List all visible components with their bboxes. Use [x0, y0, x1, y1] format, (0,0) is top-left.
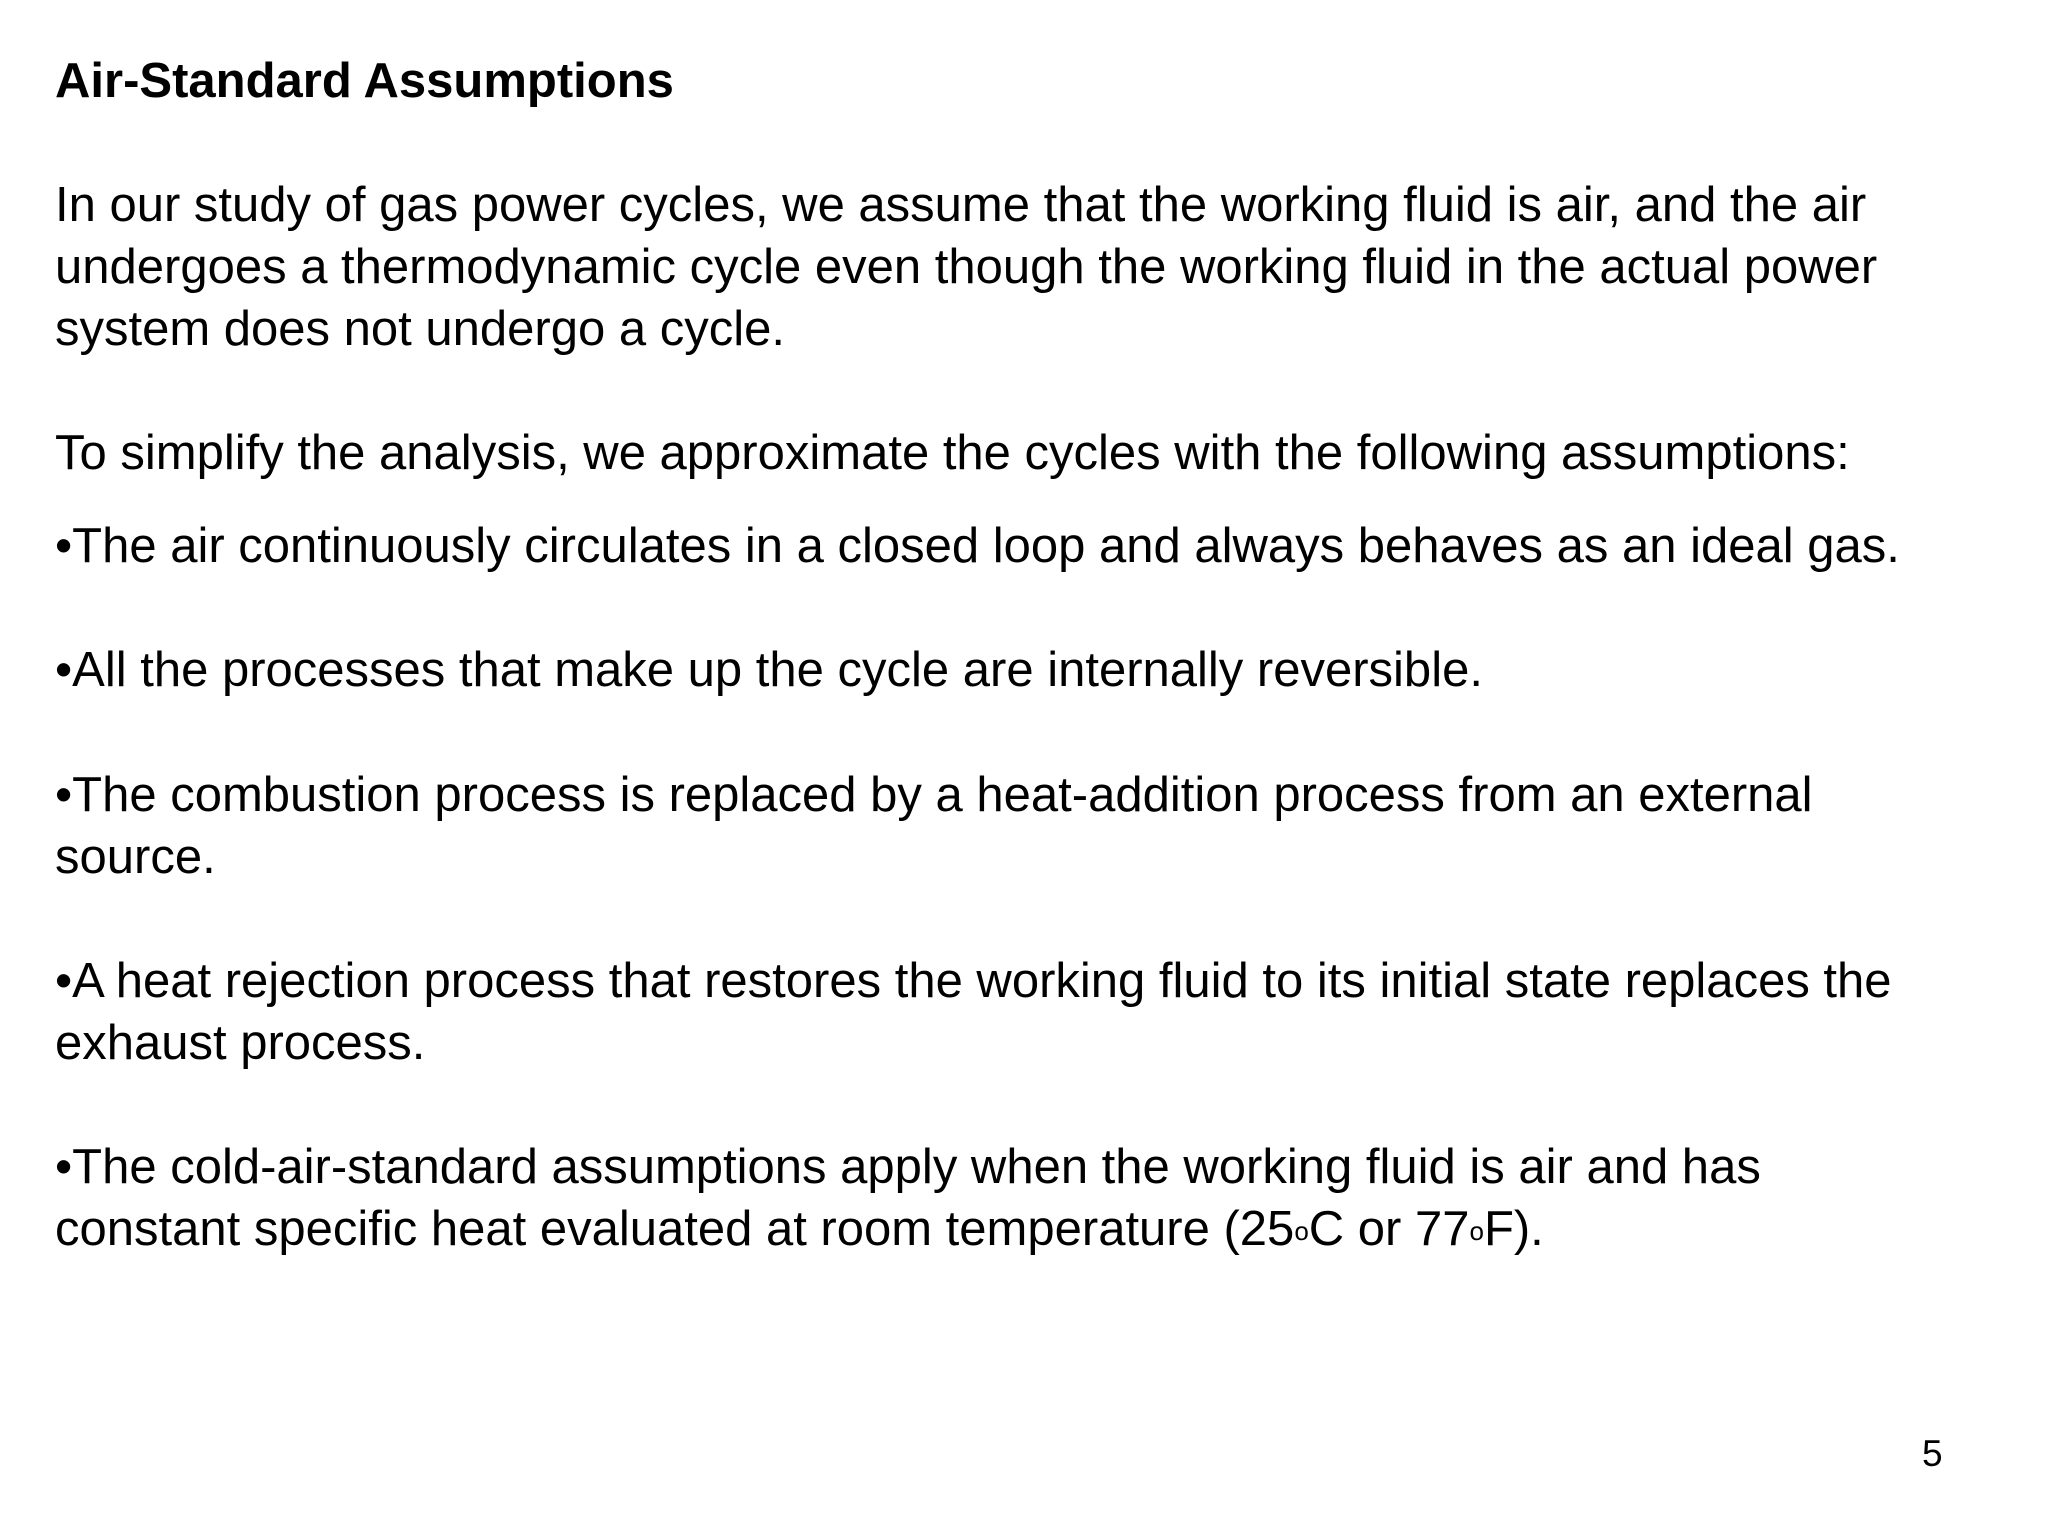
bullet-continuation — [55, 1198, 1761, 1262]
temperature-text: constant specific heat evaluated at room temperature (25 — [55, 1202, 1295, 1256]
bullet-dot-icon: • — [55, 954, 73, 1008]
lead-sentence: To simplify the analysis, we approximate the cycles with the following assumptions: — [55, 426, 1850, 480]
bullet-continuation: exhaust process. — [55, 1016, 426, 1070]
bullet-line — [55, 515, 1900, 577]
bullet-line — [55, 950, 1892, 1012]
degree-superscript: o — [1469, 1216, 1484, 1246]
bullet-item — [55, 515, 1900, 577]
bullet-line — [55, 1136, 1761, 1198]
slide-title: Air-Standard Assumptions — [55, 54, 674, 108]
intro-line: In our study of gas power cycles, we assume that the working fluid is air, and the air — [55, 178, 1867, 232]
bullet-item — [55, 639, 1483, 701]
bullet-line — [55, 639, 1483, 701]
intro-paragraph — [55, 174, 1877, 360]
bullet-text: The cold-air-standard assumptions apply when the working fluid is air and has — [72, 1140, 1761, 1194]
page-number: 5 — [1922, 1433, 1943, 1474]
bullet-dot-icon: • — [55, 768, 73, 822]
temperature-text: C or 77 — [1308, 1202, 1470, 1256]
bullet-dot-icon: • — [55, 519, 73, 573]
bullet-continuation: source. — [55, 830, 216, 884]
bullet-item — [55, 764, 1813, 888]
bullet-dot-icon: • — [55, 1140, 73, 1194]
bullet-text: All the processes that make up the cycle are internally reversible. — [72, 643, 1483, 697]
bullet-text: The combustion process is replaced by a heat-addition process from an external — [72, 768, 1813, 822]
intro-line: undergoes a thermodynamic cycle even though the working fluid in the actual power — [55, 240, 1878, 294]
bullet-text: A heat rejection process that restores the working fluid to its initial state replaces the — [72, 954, 1892, 1008]
temperature-text: F). — [1483, 1202, 1544, 1256]
bullet-item — [55, 1136, 1761, 1262]
bullet-dot-icon: • — [55, 643, 73, 697]
degree-superscript: o — [1294, 1216, 1309, 1246]
bullet-line — [55, 764, 1813, 826]
bullet-text: The air continuously circulates in a closed loop and always behaves as an ideal gas. — [72, 519, 1900, 573]
bullet-item — [55, 950, 1892, 1074]
intro-line: system does not undergo a cycle. — [55, 302, 785, 356]
